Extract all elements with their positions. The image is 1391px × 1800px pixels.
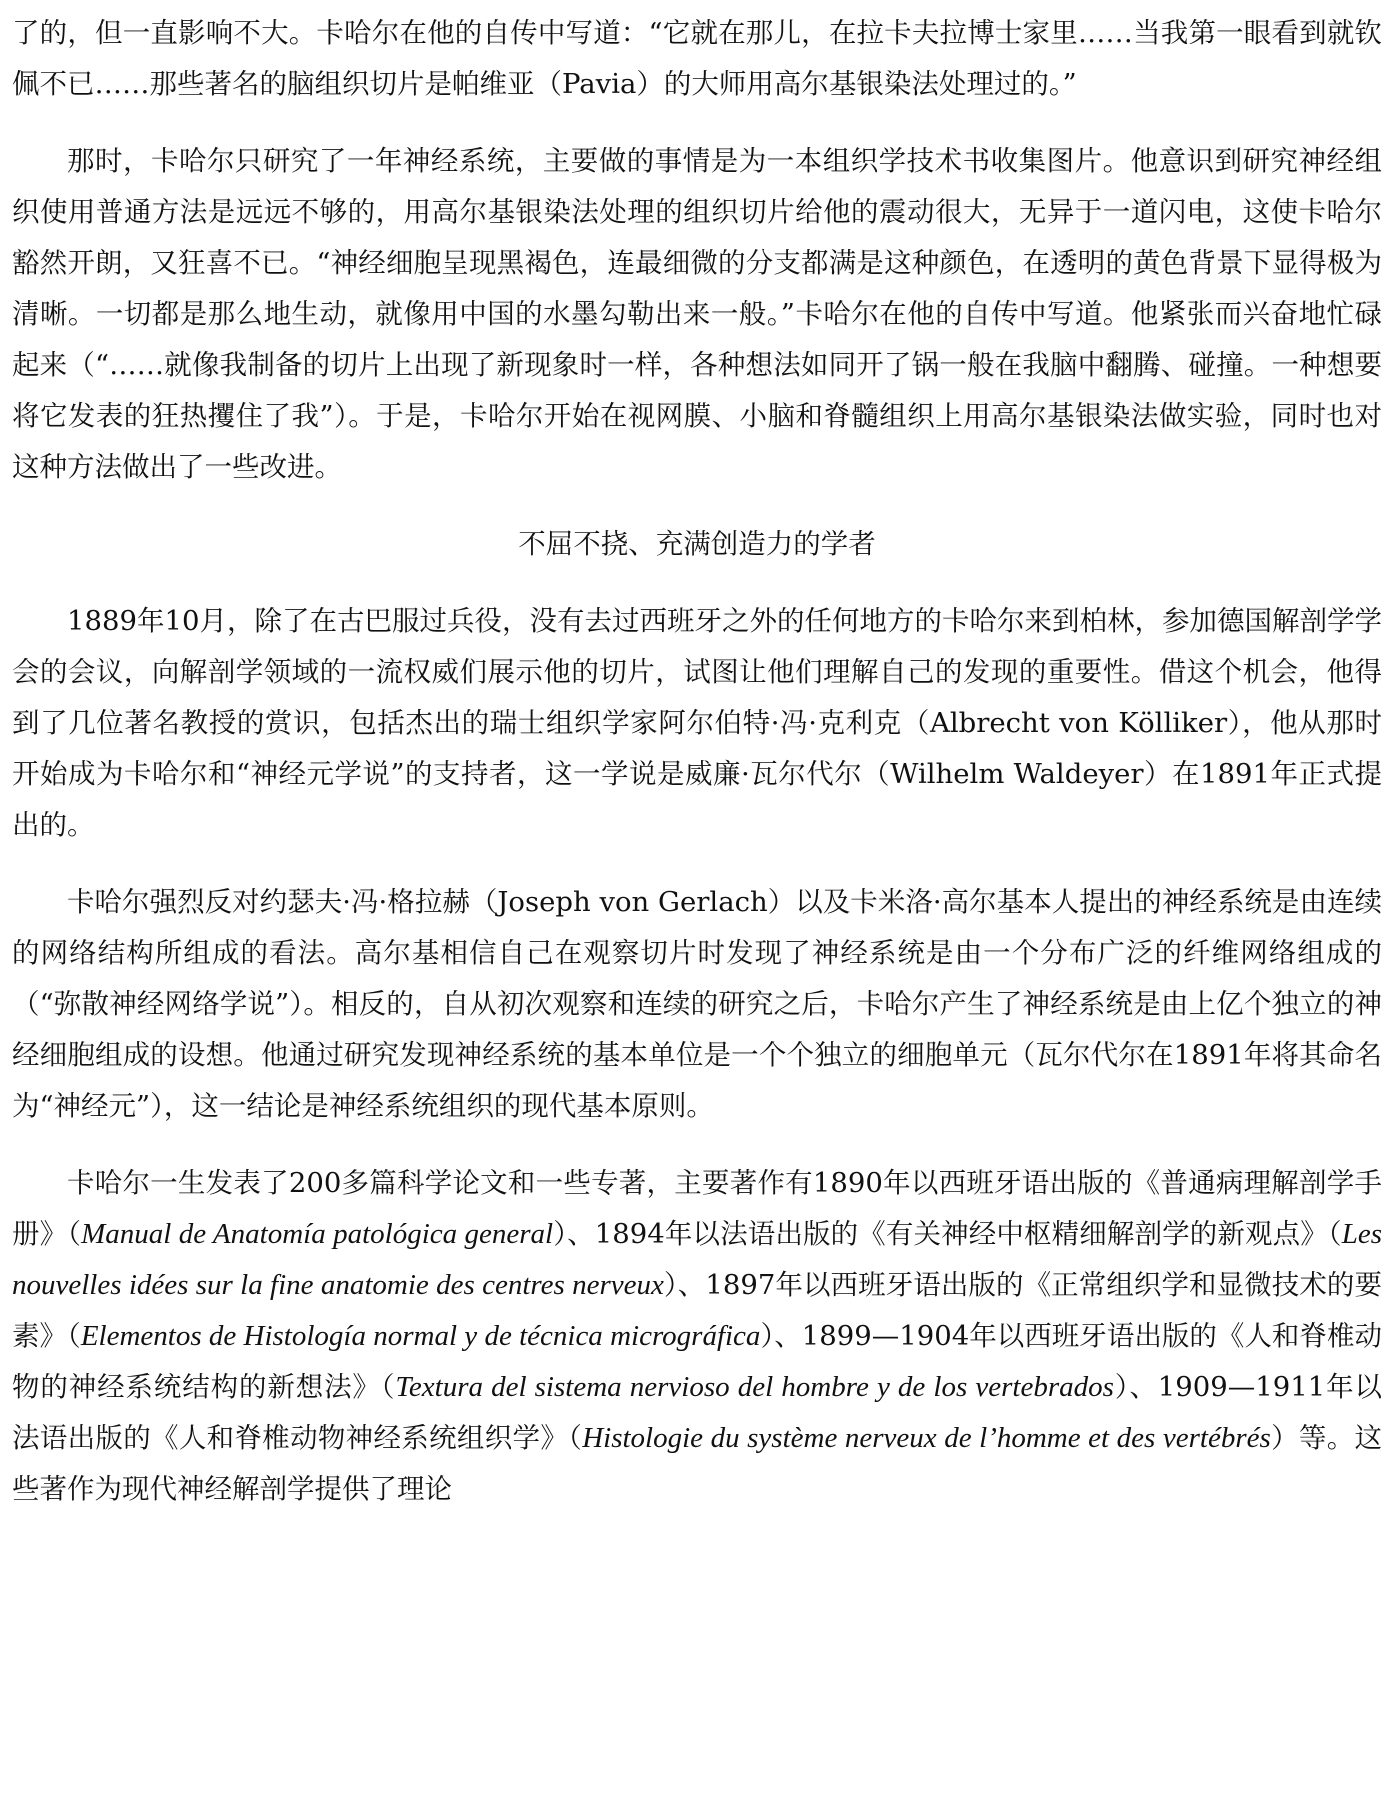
section-heading: 不屈不挠、充满创造力的学者 (518, 528, 876, 560)
paragraph-continuation: 了的，但一直影响不大。卡哈尔在他的自传中写道：“它就在那儿，在拉卡夫拉博士家里……当我第一眼看到就钦佩不已……那些著名的脑组织切片是帕维亚（Pavia）的大师用高尔基银染法处理过的。” (12, 17, 1382, 100)
publications-text-1: 卡哈尔一生发表了200多篇科学论文和一些专著，主要著作有1890年以西班牙语出版的《普通病理解剖学手册》（ (12, 1167, 1382, 1250)
book-title-histologie: Histologie du système nerveux de l’homme et des vertébrés (582, 1422, 1271, 1454)
document-page (12, 8, 1382, 1541)
publications-text-6: ）等。这些著作为现代神经解剖学提供了理论 (12, 1422, 1383, 1505)
book-title-manual: Manual de Anatomía patológica general (81, 1218, 554, 1250)
paragraph-publications (12, 1158, 1382, 1515)
paragraph-berlin-1889: 1889年10月，除了在古巴服过兵役，没有去过西班牙之外的任何地方的卡哈尔来到柏林，参加德国解剖学学会的会议，向解剖学领域的一流权威们展示他的切片，试图让他们理解自己的发现的重要性。借这个机会，他得到了几位著名教授的赏识，包括杰出的瑞士组织学家阿尔伯特·冯·克利克（Albrecht von Kölliker），他从那时开始成为卡哈尔和“神经元学说”的支持者，这一学说是威廉·瓦尔代尔（Wilhelm Waldeyer）在1891年正式提出的。 (12, 605, 1382, 841)
book-title-nouvelles-idees: Les nouvelles idées sur la fine anatomie des centres nerveux (12, 1218, 1382, 1301)
publications-text-4: ）、1899—1904年以西班牙语出版的《人和脊椎动物的神经系统结构的新想法》（ (12, 1320, 1382, 1403)
publications-text-2: ）、1894年以法语出版的《有关神经中枢精细解剖学的新观点》（ (553, 1218, 1342, 1250)
publications-text-5: ）、1909—1911年以法语出版的《人和脊椎动物神经系统组织学》（ (12, 1371, 1382, 1454)
paragraph-golgi-stain: 那时，卡哈尔只研究了一年神经系统，主要做的事情是为一本组织学技术书收集图片。他意识到研究神经组织使用普通方法是远远不够的，用高尔基银染法处理的组织切片给他的震动很大，无异于一道闪电，这使卡哈尔豁然开朗，又狂喜不已。“神经细胞呈现黑褐色，连最细微的分支都满是这种颜色，在透明的黄色背景下显得极为清晰。一切都是那么地生动，就像用中国的水墨勾勒出来一般。”卡哈尔在他的自传中写道。他紧张而兴奋地忙碌起来（“……就像我制备的切片上出现了新现象时一样，各种想法如同开了锅一般在我脑中翻腾、碰撞。一种想要将它发表的狂热攫住了我”）。于是，卡哈尔开始在视网膜、小脑和脊髓组织上用高尔基银染法做实验，同时也对这种方法做出了一些改进。 (12, 145, 1382, 483)
paragraph-neuron-doctrine: 卡哈尔强烈反对约瑟夫·冯·格拉赫（Joseph von Gerlach）以及卡米洛·高尔基本人提出的神经系统是由连续的网络结构所组成的看法。高尔基相信自己在观察切片时发现了神经系统是由一个分布广泛的纤维网络组成的（“弥散神经网络学说”）。相反的，自从初次观察和连续的研究之后，卡哈尔产生了神经系统是由上亿个独立的神经细胞组成的设想。他通过研究发现神经系统的基本单位是一个个独立的细胞单元（瓦尔代尔在1891年将其命名为“神经元”），这一结论是神经系统组织的现代基本原则。 (12, 886, 1382, 1122)
publications-text-3: ）、1897年以西班牙语出版的《正常组织学和显微技术的要素》（ (12, 1269, 1382, 1352)
book-title-textura: Textura del sistema nervioso del hombre y de los vertebrados (395, 1371, 1114, 1403)
book-title-elementos: Elementos de Histología normal y de técnica micrográfica (80, 1320, 761, 1352)
